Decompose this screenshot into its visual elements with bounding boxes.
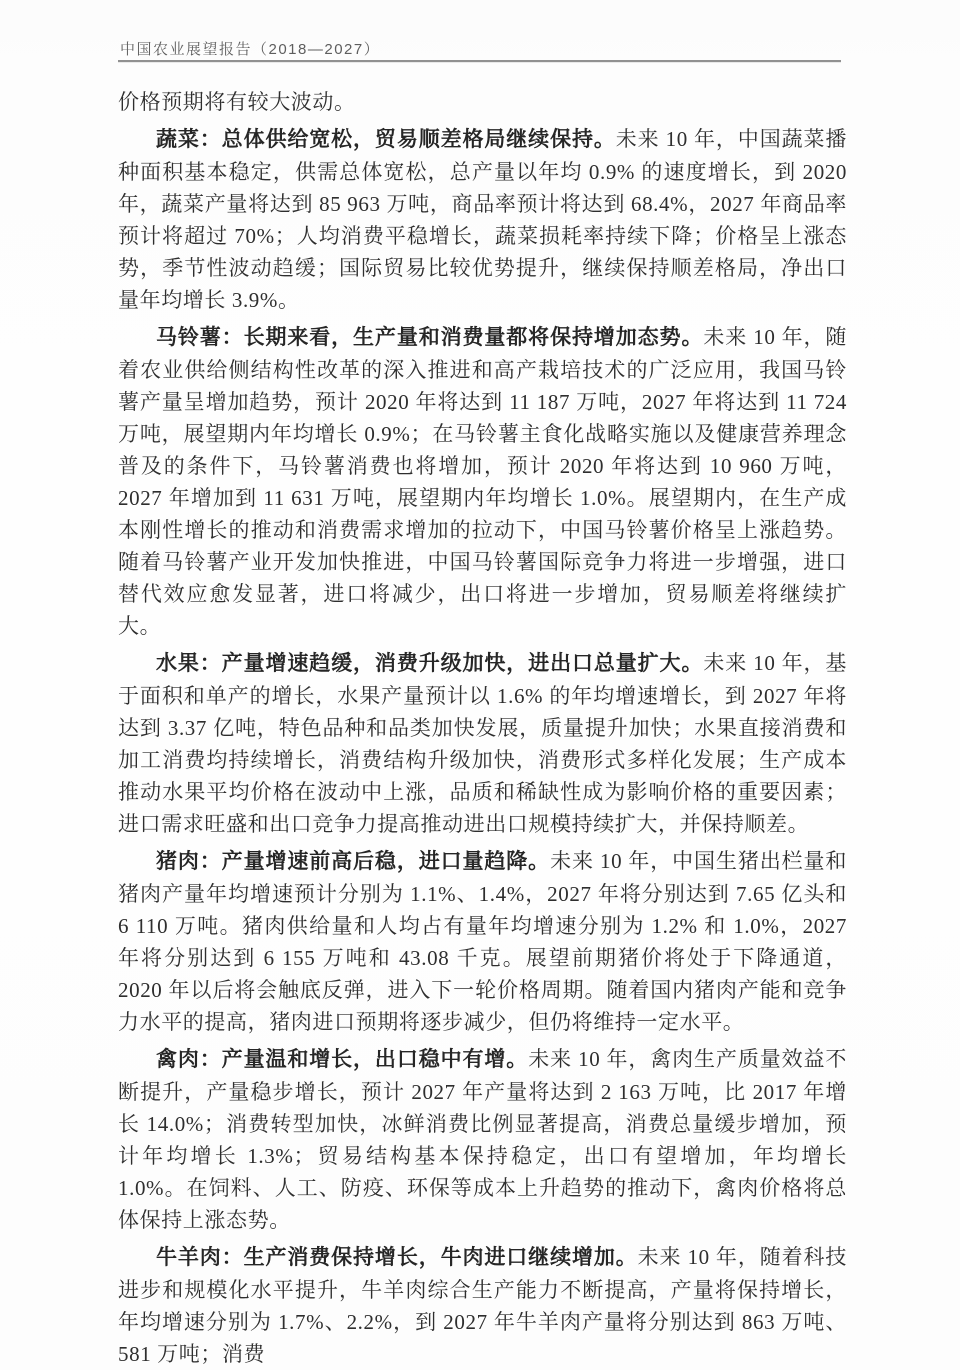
running-header-title: 中国农业展望报告（2018—2027） xyxy=(120,41,381,58)
paragraph-lead-fruit: 水果：产量增速趋缓，消费升级加快，进出口总量扩大。 xyxy=(156,652,704,675)
paragraph-fruit xyxy=(118,647,847,840)
page-body-text xyxy=(118,86,847,1370)
paragraph-vegetables xyxy=(118,123,847,316)
header-divider-rule xyxy=(118,60,841,62)
paragraph-lead-beef-mutton: 牛羊肉：生产消费保持增长，牛肉进口继续增加。 xyxy=(156,1246,638,1269)
paragraph-text: 未来 10 年，禽肉生产质量效益不断提升，产量稳步增长，预计 2027 年产量将达到 2 163 万吨，比 2017 年增长 14.0%；消费转型加快，冰鲜消费比例显著提高，消费总量缓步增加，预计年均增长 1.3%；贸易结构基本保持稳定，出口有望增加，年均增长 1.0%。在饲料、人工、防疫、环保等成本上升趋势的推动下，禽肉价格将总体保持上涨态势。 xyxy=(118,1047,847,1232)
paragraph-lead-pork: 猪肉：产量增速前高后稳，进口量趋降。 xyxy=(156,850,551,873)
paragraph-text: 价格预期将有较大波动。 xyxy=(118,90,356,114)
paragraph-potatoes xyxy=(118,321,847,642)
paragraph-lead-vegetables: 蔬菜：总体供给宽松，贸易顺差格局继续保持。 xyxy=(156,128,616,151)
paragraph-text: 未来 10 年，中国生猪出栏量和猪肉产量年均增速预计分别为 1.1%、1.4%，2027 年将分别达到 7.65 亿头和 6 110 万吨。猪肉供给量和人均占有量年均增速分别为 1.2% 和 1.0%，2027 年将分别达到 6 155 万吨和 43.08 千克。展望前期猪价将处于下降通道，2020 年以后将会触底反弹，进入下一轮价格周期。随着国内猪肉产能和竞争力水平的提高，猪肉进口预期将逐步减少，但仍将维持一定水平。 xyxy=(118,849,847,1034)
paragraph-text: 未来 10 年，基于面积和单产的增长，水果产量预计以 1.6% 的年均增速增长，到 2027 年将达到 3.37 亿吨，特色品种和品类加快发展，质量提升加快；水果直接消费和加工消费均持续增长，消费结构升级加快，消费形式多样化发展；生产成本推动水果平均价格在波动中上涨，品质和稀缺性成为影响价格的重要因素；进口需求旺盛和出口竞争力提高推动进出口规模持续扩大，并保持顺差。 xyxy=(118,651,848,836)
paragraph-beef-mutton xyxy=(118,1241,847,1370)
paragraph-pork xyxy=(118,845,847,1038)
paragraph-text: 未来 10 年，中国蔬菜播种面积基本稳定，供需总体宽松，总产量以年均 0.9% 的速度增长，到 2020 年，蔬菜产量将达到 85 963 万吨，商品率预计将达到 68.4%，2027 年商品率预计将超过 70%；人均消费平稳增长，蔬菜损耗率持续下降；价格呈上涨态势，季节性波动趋缓；国际贸易比较优势提升，继续保持顺差格局，净出口量年均增长 3.9%。 xyxy=(118,127,847,312)
paragraph-continuation xyxy=(118,86,847,118)
paragraph-lead-poultry: 禽肉：产量温和增长，出口稳中有增。 xyxy=(156,1048,529,1071)
paragraph-text: 未来 10 年，随着科技进步和规模化水平提升，牛羊肉综合生产能力不断提高，产量将保持增长，年均增速分别为 1.7%、2.2%，到 2027 年牛羊肉产量将分别达到 863 万吨、581 万吨；消费 xyxy=(118,1245,847,1366)
paragraph-poultry xyxy=(118,1043,847,1236)
paragraph-text: 未来 10 年，随着农业供给侧结构性改革的深入推进和高产栽培技术的广泛应用，我国马铃薯产量呈增加趋势，预计 2020 年将达到 11 187 万吨，2027 年将达到 11 724 万吨，展望期内年均增长 0.9%；在马铃薯主食化战略实施以及健康营养理念普及的条件下，马铃薯消费也将增加，预计 2020 年将达到 10 960 万吨，2027 年增加到 11 631 万吨，展望期内年均增长 1.0%。展望期内，在生产成本刚性增长的推动和消费需求增加的拉动下，中国马铃薯价格呈上涨趋势。随着马铃薯产业开发加快推进，中国马铃薯国际竞争力将进一步增强，进口替代效应愈发显著，进口将减少，出口将进一步增加，贸易顺差将继续扩大。 xyxy=(118,325,848,638)
paragraph-lead-potatoes: 马铃薯：长期来看，生产量和消费量都将保持增加态势。 xyxy=(156,326,704,349)
